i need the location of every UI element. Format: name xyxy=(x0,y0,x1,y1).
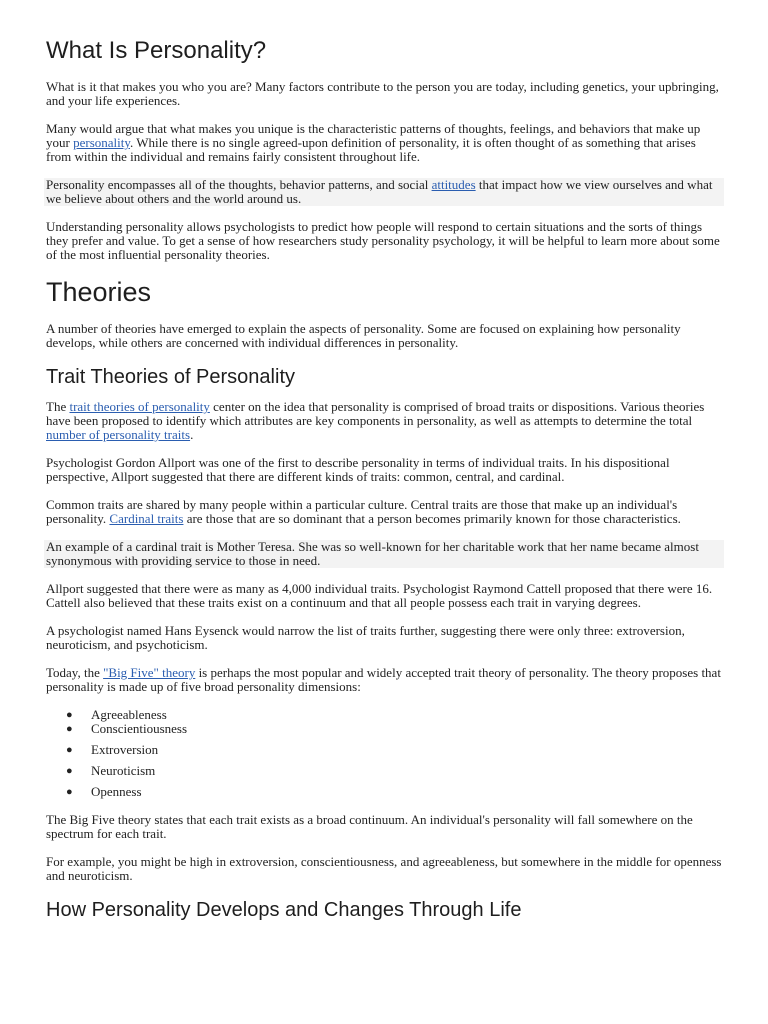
trait-paragraph-1-text-a: The xyxy=(46,399,70,414)
trait-paragraph-5: Allport suggested that there were as many as 4,000 individual traits. Psychologist Raymond Cattell proposed that there were 16. Cattell also believed that these traits exist on a continuum and that all people possess each trait in varying degrees. xyxy=(46,581,713,610)
trait-paragraph-6: A psychologist named Hans Eysenck would narrow the list of traits further, suggesting there were only three: extroversion, neuroticism, and psychoticism. xyxy=(46,623,685,652)
theories-paragraph: A number of theories have emerged to explain the aspects of personality. Some are focused on explaining how personality develops, while others are concerned with individual differences in personality. xyxy=(46,321,681,350)
trait-paragraph-1-text-c: . xyxy=(190,427,194,442)
bullet-icon: ● xyxy=(66,765,73,777)
list-item xyxy=(46,743,724,757)
intro-paragraph-4: Understanding personality allows psychologists to predict how people will respond to certain situations and the sorts of things they prefer and value. To get a sense of how researchers study personality psychology, it will be helpful to learn more about some of the most influential personality theories. xyxy=(46,219,720,262)
list-item xyxy=(46,785,724,799)
list-item-label: Extroversion xyxy=(91,742,159,757)
trait-paragraph-7 xyxy=(46,666,724,694)
theories-heading: Theories xyxy=(46,277,152,307)
trait-paragraph-2: Psychologist Gordon Allport was one of the first to describe personality in terms of individual traits. In his dispositional perspective, Allport suggested that there are different kinds of traits: common, central, and cardinal. xyxy=(46,455,670,484)
page-title: What Is Personality? xyxy=(46,37,267,64)
trait-paragraph-7-text-a: Today, the xyxy=(46,665,104,680)
big-five-link[interactable]: "Big Five" theory xyxy=(103,665,196,680)
cardinal-traits-link[interactable]: Cardinal traits xyxy=(109,511,184,526)
trait-paragraph-1 xyxy=(46,400,724,442)
trait-paragraph-3-text-b: are those that are so dominant that a person becomes primarily known for those characteristics. xyxy=(183,511,681,526)
list-item xyxy=(46,722,724,736)
trait-theories-link[interactable]: trait theories of personality xyxy=(69,399,210,414)
number-of-traits-link[interactable]: number of personality traits xyxy=(46,427,191,442)
trait-paragraph-7-text-b: is perhaps the most popular and widely accepted trait theory of personality. The theory proposes that personality is made up of five broad personality dimensions: xyxy=(46,665,721,694)
intro-paragraph-3-text-a: Personality encompasses all of the thoughts, behavior patterns, and social xyxy=(46,177,432,192)
trait-paragraph-9: For example, you might be high in extroversion, conscientiousness, and agreeableness, but somewhere in the middle for openness and neuroticism. xyxy=(46,854,722,883)
list-item-label: Conscientiousness xyxy=(91,721,188,736)
intro-paragraph-3-text-b: that impact how we view ourselves and what we believe about others and the world around us. xyxy=(46,177,713,206)
bullet-icon: ● xyxy=(66,723,73,735)
list-item xyxy=(46,764,724,778)
bullet-icon: ● xyxy=(66,744,73,756)
list-item-label: Agreeableness xyxy=(91,707,167,722)
intro-paragraph-2-text-a: Many would argue that what makes you unique is the characteristic patterns of thoughts, feelings, and behaviors that make up your xyxy=(46,121,701,150)
trait-paragraph-8: The Big Five theory states that each trait exists as a broad continuum. An individual's personality will fall somewhere on the spectrum for each trait. xyxy=(46,812,693,841)
list-item-label: Openness xyxy=(91,784,142,799)
bullet-icon: ● xyxy=(66,709,73,721)
intro-paragraph-2 xyxy=(46,122,724,164)
trait-paragraph-4: An example of a cardinal trait is Mother Teresa. She was so well-known for her charitable work that her name became almost synonymous with providing service to those in need. xyxy=(44,540,724,568)
trait-theories-heading: Trait Theories of Personality xyxy=(46,366,295,388)
trait-paragraph-3 xyxy=(46,498,724,526)
development-heading: How Personality Develops and Changes Through Life xyxy=(46,899,522,921)
bullet-icon: ● xyxy=(66,786,73,798)
trait-paragraph-3-text-a: Common traits are shared by many people within a particular culture. Central traits are those that make up an individual's personality. xyxy=(46,497,678,526)
list-item xyxy=(46,708,724,722)
intro-paragraph-2-text-b: . While there is no single agreed-upon definition of personality, it is often thought of as something that arises from within the individual and remains fairly consistent throughout life. xyxy=(46,135,696,164)
personality-link[interactable]: personality xyxy=(73,135,131,150)
intro-paragraph-1: What is it that makes you who you are? Many factors contribute to the person you are today, including genetics, your upbringing, and your life experiences. xyxy=(46,79,719,108)
trait-paragraph-1-text-b: center on the idea that personality is comprised of broad traits or dispositions. Various theories have been proposed to identify which attributes are key components in personality, as well as attempts to determine the total xyxy=(46,399,705,428)
document-page xyxy=(46,36,724,933)
attitudes-link[interactable]: attitudes xyxy=(431,177,476,192)
big-five-list xyxy=(46,708,724,799)
list-item-label: Neuroticism xyxy=(91,763,156,778)
intro-paragraph-3 xyxy=(44,178,724,206)
